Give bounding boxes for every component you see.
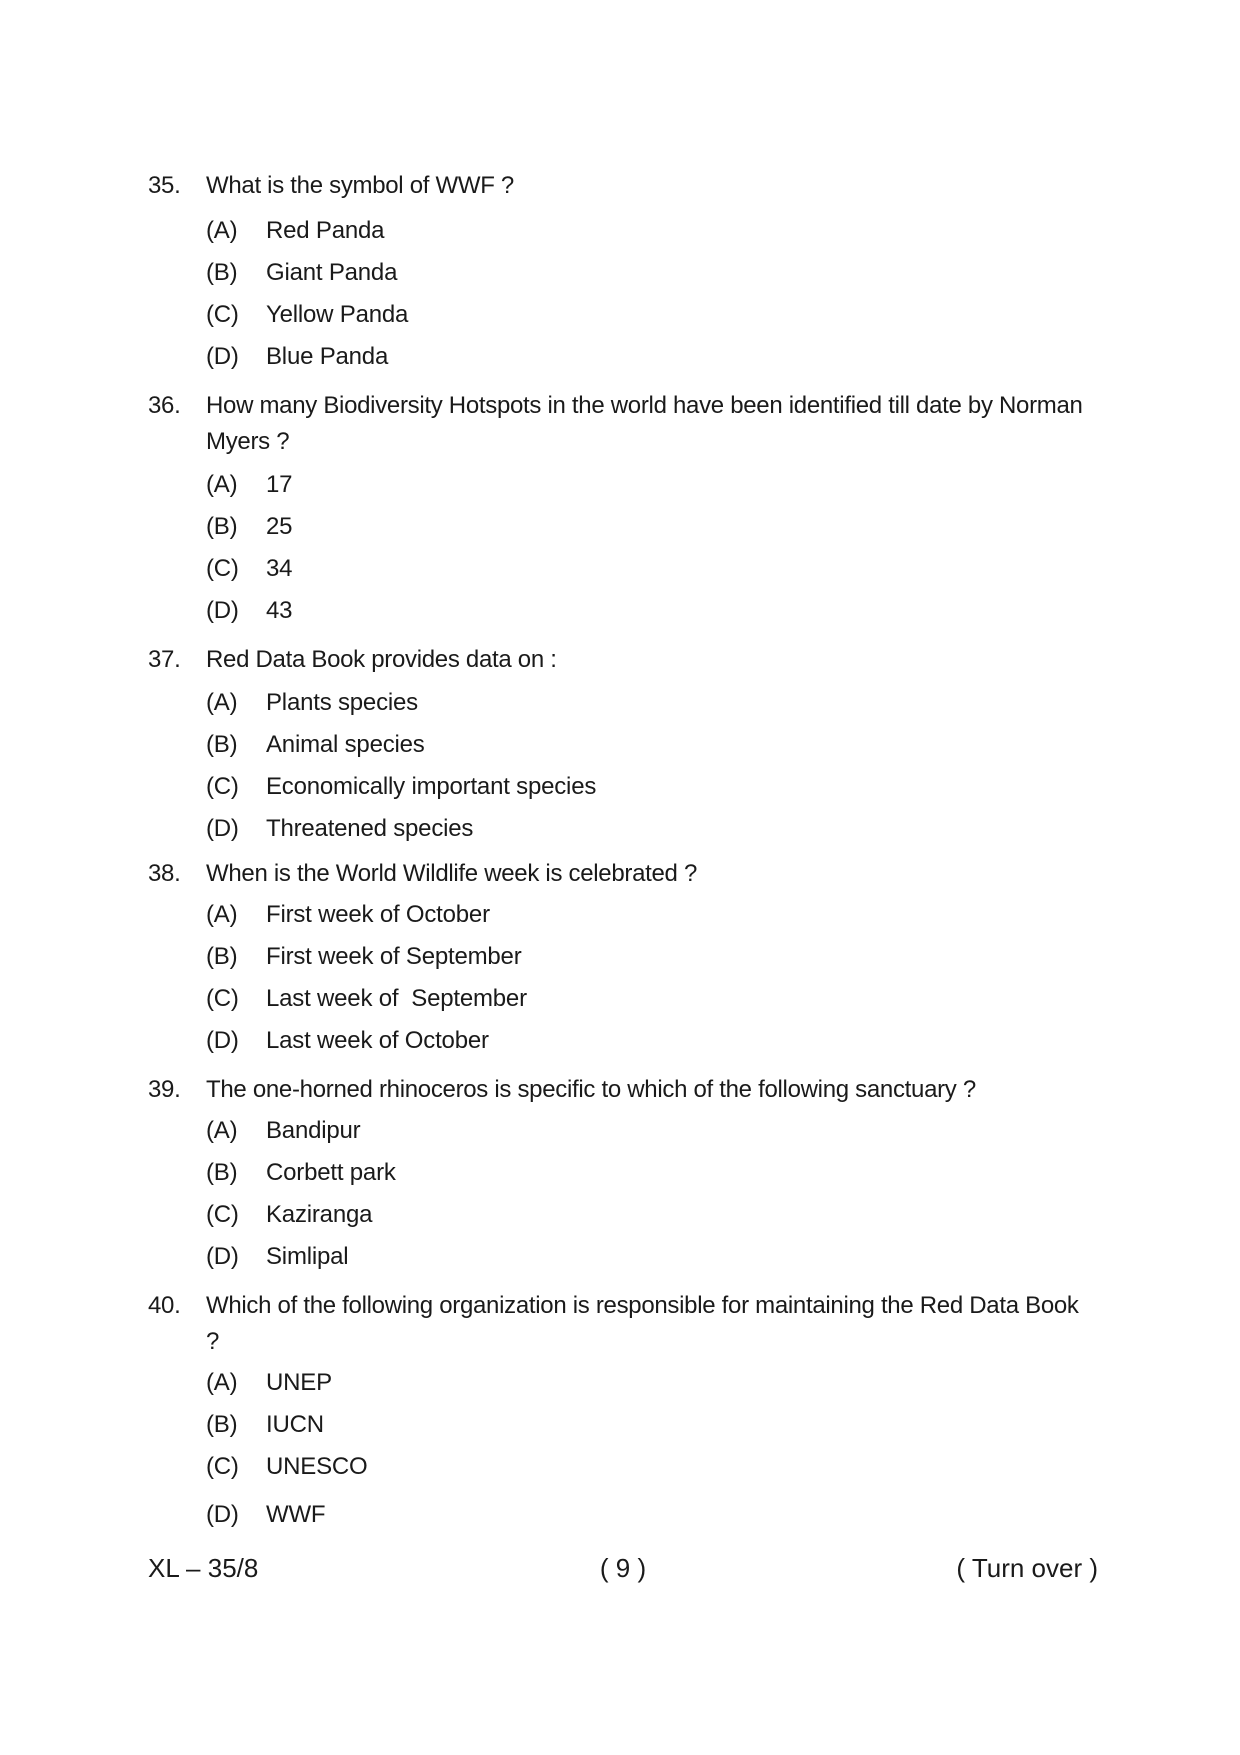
option-list xyxy=(206,1110,1098,1278)
option-b xyxy=(206,252,1098,294)
option-a xyxy=(206,682,1098,724)
option-label: (A) xyxy=(206,689,238,716)
option-c xyxy=(206,1194,1098,1236)
option-list xyxy=(206,894,1098,1062)
question-35 xyxy=(148,168,1098,378)
question-number: 36. xyxy=(148,392,181,419)
option-label: (C) xyxy=(206,301,239,328)
option-b xyxy=(206,724,1098,766)
question-39 xyxy=(148,1072,1098,1278)
option-list xyxy=(206,210,1098,378)
question-37 xyxy=(148,642,1098,850)
option-d xyxy=(206,1494,1098,1536)
option-text: Bandipur xyxy=(266,1117,361,1144)
question-text: What is the symbol of WWF ? xyxy=(206,172,514,199)
option-a xyxy=(206,1362,1098,1404)
option-label: (A) xyxy=(206,901,238,928)
option-d xyxy=(206,1020,1098,1062)
option-label: (D) xyxy=(206,343,239,370)
option-label: (B) xyxy=(206,1411,238,1438)
option-text: Threatened species xyxy=(266,815,474,842)
option-d xyxy=(206,590,1098,632)
page-footer xyxy=(148,1548,1098,1588)
option-c xyxy=(206,766,1098,808)
option-label: (A) xyxy=(206,471,238,498)
option-text: 25 xyxy=(266,513,293,540)
option-text: Red Panda xyxy=(266,217,385,244)
option-text: First week of October xyxy=(266,901,490,928)
option-list xyxy=(206,464,1098,632)
option-list xyxy=(206,682,1098,850)
option-c xyxy=(206,978,1098,1020)
turn-over-note: ( Turn over ) xyxy=(956,1553,1098,1583)
option-text: Economically important species xyxy=(266,773,597,800)
option-label: (A) xyxy=(206,217,238,244)
question-number: 37. xyxy=(148,646,181,673)
option-b xyxy=(206,1152,1098,1194)
option-label: (B) xyxy=(206,943,238,970)
question-text: The one-horned rhinoceros is specific to which of the following sanctuary ? xyxy=(206,1076,976,1103)
option-label: (A) xyxy=(206,1369,238,1396)
option-text: Last week of October xyxy=(266,1027,489,1054)
question-number: 40. xyxy=(148,1292,181,1319)
option-label: (C) xyxy=(206,985,239,1012)
option-text: Corbett park xyxy=(266,1159,396,1186)
option-text: Giant Panda xyxy=(266,259,398,286)
option-b xyxy=(206,936,1098,978)
option-text: Plants species xyxy=(266,689,418,716)
option-label: (C) xyxy=(206,1201,239,1228)
option-label: (D) xyxy=(206,815,239,842)
option-d xyxy=(206,1236,1098,1278)
option-text: Simlipal xyxy=(266,1243,349,1270)
option-a xyxy=(206,210,1098,252)
option-label: (D) xyxy=(206,1501,239,1528)
option-b xyxy=(206,506,1098,548)
option-label: (B) xyxy=(206,731,238,758)
option-label: (D) xyxy=(206,1027,239,1054)
option-label: (B) xyxy=(206,259,238,286)
option-a xyxy=(206,1110,1098,1152)
option-label: (D) xyxy=(206,1243,239,1270)
option-c xyxy=(206,1446,1098,1488)
option-text: WWF xyxy=(266,1501,326,1528)
option-label: (C) xyxy=(206,1453,239,1480)
question-38 xyxy=(148,856,1098,1062)
option-label: (B) xyxy=(206,1159,238,1186)
option-label: (C) xyxy=(206,773,239,800)
option-d xyxy=(206,336,1098,378)
option-text: Yellow Panda xyxy=(266,301,409,328)
question-list xyxy=(148,168,1098,1536)
option-text: 43 xyxy=(266,597,293,624)
option-label: (A) xyxy=(206,1117,238,1144)
question-number: 35. xyxy=(148,172,181,199)
option-text: Animal species xyxy=(266,731,425,758)
option-a xyxy=(206,894,1098,936)
option-text: Kaziranga xyxy=(266,1201,373,1228)
option-label: (C) xyxy=(206,555,239,582)
question-text: Red Data Book provides data on : xyxy=(206,646,557,673)
option-c xyxy=(206,548,1098,590)
question-text: How many Biodiversity Hotspots in the world have been identified till date by Norman Myers ? xyxy=(206,392,1083,455)
question-number: 39. xyxy=(148,1076,181,1103)
option-text: 17 xyxy=(266,471,293,498)
option-text: 34 xyxy=(266,555,293,582)
option-label: (D) xyxy=(206,597,239,624)
question-40 xyxy=(148,1288,1098,1536)
option-text: UNESCO xyxy=(266,1453,368,1480)
option-text: First week of September xyxy=(266,943,522,970)
question-number: 38. xyxy=(148,860,181,887)
option-text: Last week of September xyxy=(266,985,527,1012)
option-list xyxy=(206,1362,1098,1536)
question-36 xyxy=(148,388,1098,632)
page-number: ( 9 ) xyxy=(599,1553,647,1583)
option-d xyxy=(206,808,1098,850)
option-label: (B) xyxy=(206,513,238,540)
question-text: When is the World Wildlife week is celebrated ? xyxy=(206,860,698,887)
option-c xyxy=(206,294,1098,336)
option-a xyxy=(206,464,1098,506)
option-b xyxy=(206,1404,1098,1446)
option-text: IUCN xyxy=(266,1411,324,1438)
question-text: Which of the following organization is responsible for maintaining the Red Data Book ? xyxy=(206,1292,1079,1355)
paper-code: XL – 35/8 xyxy=(148,1553,259,1583)
option-text: Blue Panda xyxy=(266,343,389,370)
option-text: UNEP xyxy=(266,1369,332,1396)
